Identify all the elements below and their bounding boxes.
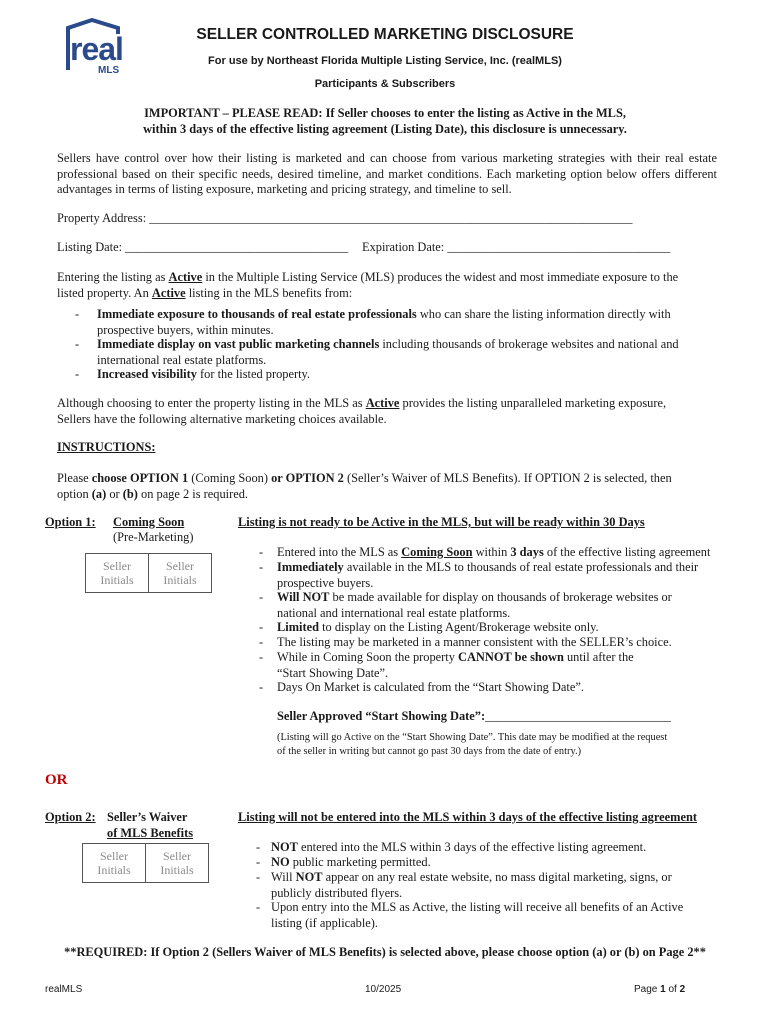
option-2-item: NO public marketing permitted. [271,855,431,869]
intro-paragraph: Sellers have control over how their listing is marketed and can choose from various marketing strategies with their real estate professional based on their specific needs, desired timeline, and market conditions. Each marketing option below offers different advantages in terms of listing exposure, marketing and pricing strategy, and timeline to sell. [57,151,717,196]
active-benefit-1: Immediate exposure to thousands of real estate professionals who can share the listing information directly with prospective buyers, within minutes. [97,307,671,337]
start-showing-date-field[interactable]: Seller Approved “Start Showing Date”:______________________________ [277,709,671,723]
option-1-heading: Listing is not ready to be Active in the MLS, but will be ready within 30 Days [238,515,645,529]
option-2-initials-box[interactable] [82,843,209,883]
bullet-dash: - [259,545,264,559]
option-1-item: Limited to display on the Listing Agent/Brokerage website only. [277,620,599,634]
option-1-initials-box[interactable] [85,553,212,593]
logo-word: real [70,31,123,67]
page-subtitle-2: Participants & Subscribers [314,78,456,90]
required-notice: **REQUIRED: If Option 2 (Sellers Waiver of MLS Benefits) is selected above, please choose option (a) or (b) on Page 2** [64,945,706,959]
bullet-dash: - [259,560,264,574]
alternative-paragraph: Although choosing to enter the property listing in the MLS as Active provides the listing unparalleled marketing exposure, Sellers have the following alternative marketing choices available. [57,396,667,426]
option-2-heading: Listing will not be entered into the MLS within 3 days of the effective listing agreement [238,810,697,824]
bullet-dash: - [259,680,264,694]
page-title: SELLER CONTROLLED MARKETING DISCLOSURE [196,26,574,43]
seller-initials-field[interactable]: Seller Initials [148,554,211,592]
bullet-dash: - [256,900,261,914]
option-2-item: Will NOT appear on any real estate website, no mass digital marketing, signs, or publicly distributed flyers. [271,870,672,900]
bullet-dash: - [256,870,261,884]
option-1-item: Days On Market is calculated from the “Start Showing Date”. [277,680,584,694]
option-1-item: While in Coming Soon the property CANNOT be shown until after the “Start Showing Date”. [277,650,634,680]
option-1-sub: (Pre-Marketing) [113,530,194,544]
important-notice [0,106,770,137]
active-benefit-2: Immediate display on vast public marketing channels including thousands of brokerage websites and national and international real estate platforms. [97,337,679,367]
or-divider: OR [45,772,68,788]
instructions-heading: INSTRUCTIONS: [57,440,156,454]
instructions-paragraph: Please choose OPTION 1 (Coming Soon) or OPTION 2 (Seller’s Waiver of MLS Benefits). If OPTION 2 is selected, then option (a) or (b) on page 2 is required. [57,471,672,501]
seller-initials-field[interactable]: Seller Initials [145,844,208,882]
bullet-dash: - [259,650,264,664]
footer-left: realMLS [45,984,83,995]
bullet-dash: - [256,855,261,869]
active-paragraph: Entering the listing as Active in the Multiple Listing Service (MLS) produces the widest and most immediate exposure to the listed property. An Active listing in the MLS benefits from: [57,270,679,300]
page-subtitle: For use by Northeast Florida Multiple Listing Service, Inc. (realMLS) [208,55,562,67]
option-2-name: Seller’s Waiver of MLS Benefits [107,810,194,840]
option-1-name: Coming Soon [113,515,185,529]
footer-date: 10/2025 [365,984,402,995]
option-1-item: The listing may be marketed in a manner consistent with the SELLER’s choice. [277,635,672,649]
important-line-2: within 3 days of the effective listing agreement (Listing Date), this disclosure is unnecessary. [143,121,627,136]
active-benefit-3: Increased visibility for the listed property. [97,367,311,381]
option-2-item: NOT entered into the MLS within 3 days of the effective listing agreement. [271,840,647,854]
expiration-date-field[interactable]: Expiration Date: ____________________________________ [362,240,671,254]
bullet-dash: - [259,620,264,634]
bullet-dash: - [75,367,80,381]
seller-initials-field[interactable]: Seller Initials [100,559,134,587]
important-line-1: IMPORTANT – PLEASE READ: If Seller chooses to enter the listing as Active in the MLS, [144,106,626,120]
option-1-item: Immediately available in the MLS to thousands of real estate professionals and their prospective buyers. [277,560,699,590]
bullet-dash: - [256,840,261,854]
option-2-label: Option 2: [45,810,96,824]
page-number: Page 1 of 2 [634,984,686,995]
option-2-item: Upon entry into the MLS as Active, the listing will receive all benefits of an Active listing (if applicable). [271,900,684,930]
start-showing-note: (Listing will go Active on the “Start Showing Date”. This date may be modified at the request of the seller in writing but cannot go past 30 days from the date of entry.) [277,732,668,757]
seller-initials-field[interactable]: Seller Initials [97,849,131,877]
option-1-item: Will NOT be made available for display on thousands of brokerage websites or national and international real estate platforms. [277,590,672,620]
bullet-dash: - [75,337,80,351]
listing-date-field[interactable]: Listing Date: ____________________________________ [57,240,349,254]
option-1-label: Option 1: [45,515,96,529]
bullet-dash: - [259,590,264,604]
property-address-field[interactable]: Property Address: ______________________________________________________________________________ [57,211,633,225]
bullet-dash: - [259,635,264,649]
option-1-item: Entered into the MLS as Coming Soon within 3 days of the effective listing agreement [277,545,711,559]
logo-sub: MLS [98,65,120,76]
bullet-dash: - [75,307,80,321]
